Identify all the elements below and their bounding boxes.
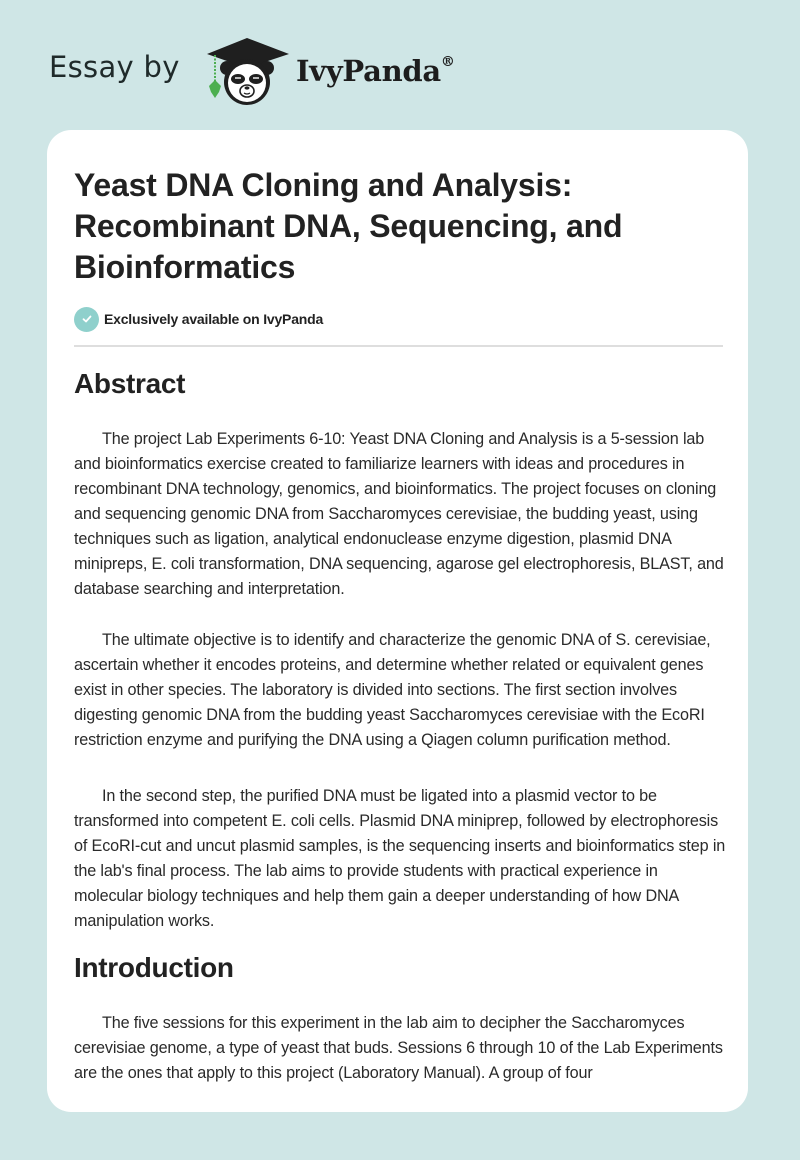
essay-by-label: Essay by [49, 50, 180, 84]
paragraph: The ultimate objective is to identify and characterize the genomic DNA of S. cerevisiae, ascertain whether it encodes proteins, and determine whether related or equivalent genes exist in other species. The laboratory is divided into sections. The first section involves digesting genomic DNA from the budding yeast Saccharomyces cerevisiae with the EcoRI restriction enzyme and purifying the DNA using a Qiagen column purification method. [74, 631, 711, 749]
paragraph: The project Lab Experiments 6-10: Yeast DNA Cloning and Analysis is a 5-session lab and bioinformatics exercise created to familiarize learners with ideas and procedures in recombinant DNA technology, genomics, and bioinformatics. The project focuses on cloning and sequencing genomic DNA from Saccharomyces cerevisiae, the budding yeast, using techniques such as ligation, analytical endonuclease enzyme digestion, plasmid DNA minipreps, E. coli transformation, DNA sequencing, agarose gel electrophoresis, BLAST, and database searching and interpretation. [74, 430, 724, 598]
article-card [47, 130, 748, 1112]
section-heading-introduction: Introduction [74, 952, 234, 983]
brand-text: IvyPanda [296, 54, 441, 88]
registered-mark: ® [440, 54, 455, 71]
paragraph: In the second step, the purified DNA must be ligated into a plasmid vector to be transformed into competent E. coli cells. Plasmid DNA miniprep, followed by electrophoresis of EcoRI-cut and uncut plasmid samples, is the sequencing inserts and bioinformatics step in the lab's final process. The lab aims to provide students with practical experience in molecular biology techniques and help them gain a deeper understanding of how DNA manipulation works. [74, 787, 726, 930]
site-header [0, 0, 800, 130]
exclusive-badge [74, 306, 323, 332]
check-circle-icon [74, 307, 99, 332]
paragraph: The five sessions for this experiment in the lab aim to decipher the Saccharomyces cerevisiae genome, a type of yeast that buds. Sessions 6 through 10 of the Lab Experiments are the ones that apply to this project (Laboratory Manual). A group of four [74, 1014, 723, 1082]
panda-graduate-logo-icon[interactable] [203, 36, 291, 108]
section-heading-abstract: Abstract [74, 368, 186, 399]
brand-name[interactable] [296, 54, 455, 88]
page-title: Yeast DNA Cloning and Analysis: Recombinant DNA, Sequencing, and Bioinformatics [74, 167, 623, 285]
exclusive-label: Exclusively available on IvyPanda [104, 311, 324, 327]
divider [74, 345, 723, 347]
